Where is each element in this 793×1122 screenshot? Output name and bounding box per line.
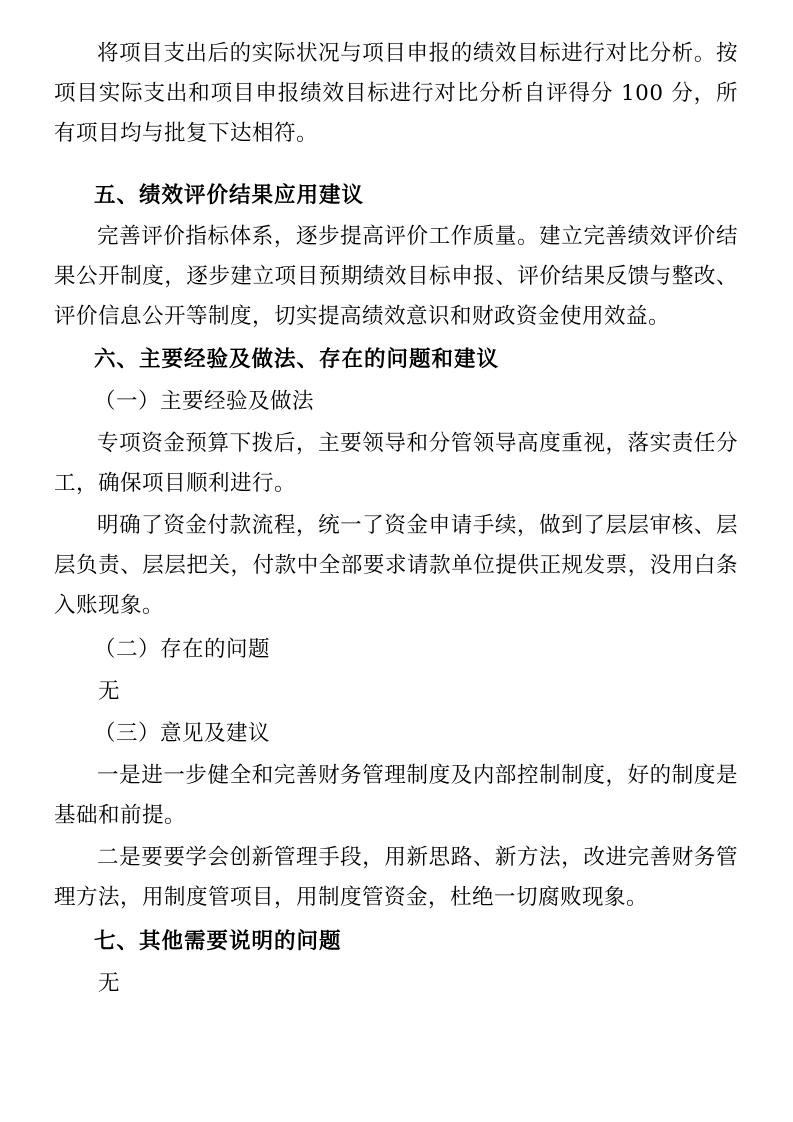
text-none-problems: 无 — [98, 679, 120, 704]
paragraph-payment-process: 明确了资金付款流程，统一了资金申请手续，做到了层层审核、层层负责、层层把关，付款中全部要求请款单位提供正规发票，没用白条入账现象。 — [54, 513, 738, 618]
subheading-existing-problems: （二）存在的问题 — [94, 637, 271, 662]
heading-section-seven: 七、其他需要说明的问题 — [94, 929, 342, 954]
paragraph-evaluation-suggestions: 完善评价指标体系，逐步提高评价工作质量。建立完善绩效评价结果公开制度，逐步建立项目预期绩效目标申报、评价结果反馈与整改、评价信息公开等制度，切实提高绩效意识和财政资金使用效益。 — [54, 224, 738, 329]
subheading-opinions-suggestions: （三）意见及建议 — [94, 721, 271, 746]
text-none-other: 无 — [98, 971, 120, 996]
paragraph-suggestion-two: 二是要要学会创新管理手段，用新思路、新方法，改进完善财务管理方法，用制度管项目，用制度管资金，杜绝一切腐败现象。 — [54, 845, 738, 910]
heading-section-five: 五、绩效评价结果应用建议 — [94, 183, 365, 208]
paragraph-budget-allocation: 专项资金预算下拨后，主要领导和分管领导高度重视，落实责任分工，确保项目顺利进行。 — [54, 431, 738, 496]
heading-section-six: 六、主要经验及做法、存在的问题和建议 — [94, 347, 500, 372]
paragraph-suggestion-one: 一是进一步健全和完善财务管理制度及内部控制制度，好的制度是基础和前提。 — [54, 763, 738, 828]
paragraph-performance-comparison: 将项目支出后的实际状况与项目申报的绩效目标进行对比分析。按项目实际支出和项目申报绩效目标进行对比分析自评得分 100 分，所有项目均与批复下达相符。 — [54, 41, 738, 146]
subheading-main-experience: （一）主要经验及做法 — [94, 389, 315, 414]
